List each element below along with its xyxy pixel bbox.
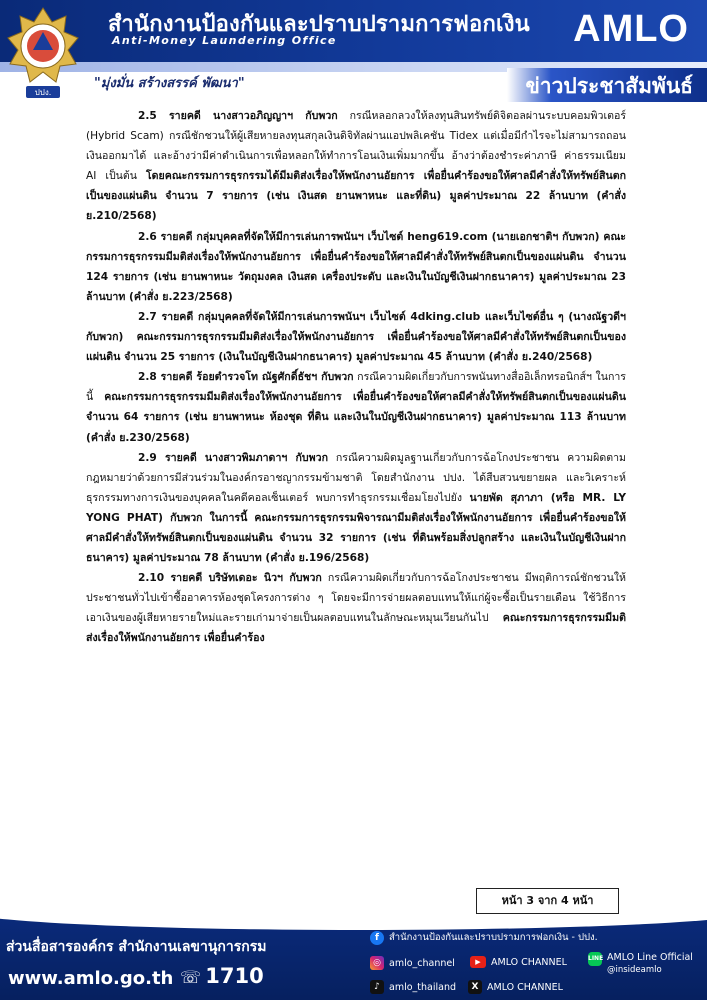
slogan: "มุ่งมั่น สร้างสรรค์ พัฒนา" xyxy=(94,76,245,91)
paragraph xyxy=(86,568,626,648)
footer-curve xyxy=(0,918,707,930)
paragraph xyxy=(86,367,626,447)
paragraph xyxy=(86,307,626,367)
youtube-icon: ▶ xyxy=(470,956,486,968)
instagram-label: amlo_channel xyxy=(389,957,455,969)
line-link[interactable] xyxy=(588,952,693,976)
bold-text: คณะกรรมการธุรกรรมมีมติส่งเรื่องให้พนักงานอัยการ เพื่อยื่นคำร้องขอให้ศาลมีคำสั่งให้ทรัพย์สินตกเป็นของแผ่นดิน จำนวน 64 รายการ (เช่น ยานพาหนะ ห้องชุด ที่ดิน และเงินในบัญชีเงินฝากธนาคาร) มูลค่าประมาณ 113 ล้านบาท (คำสั่ง ย.230/2568) xyxy=(86,391,626,444)
tiktok-link[interactable] xyxy=(370,980,456,994)
tiktok-label: amlo_thailand xyxy=(389,981,456,993)
x-link[interactable] xyxy=(468,980,563,994)
bold-text: 2.7 รายคดี กลุ่มบุคคลที่จัดให้มีการเล่นการพนันฯ เว็บไซต์ 4dking.club และเว็บไซต์อื่น ๆ (นางณัฐวดีฯ กับพวก) คณะกรรมการธุรกรรมมีมติส่งเรื่องให้พนักงานอัยการ เพื่อยื่นคำร้องขอให้ศาลมีคำสั่งให้ทรัพย์สินตกเป็นของแผ่นดิน จำนวน 25 รายการ (เงินในบัญชีเงินฝากธนาคาร) มูลค่าประมาณ 45 ล้านบาท (คำสั่ง ย.240/2568) xyxy=(86,310,626,364)
page-header xyxy=(0,0,707,108)
x-icon: X xyxy=(468,980,482,994)
bold-text: นายพัด สุภาภา (หรือ MR. LY YONG PHAT) กับพวก ในการนี้ คณะกรรมการธุรกรรมพิจารณามีมติส่งเรื่องให้พนักงานอัยการ เพื่อยื่นคำร้องขอให้ศาลมีคำสั่งให้ทรัพย์สินตกเป็นของแผ่นดิน จำนวน 32 รายการ (เช่น ที่ดินพร้อมสิ่งปลูกสร้าง และเงินในบัญชีเงินฝากธนาคาร) มูลค่าประมาณ 78 ล้านบาท (คำสั่ง ย.196/2568) xyxy=(86,491,626,565)
facebook-link[interactable] xyxy=(370,930,598,945)
instagram-link[interactable] xyxy=(370,956,455,970)
line-label: AMLO Line Official xyxy=(607,952,693,963)
instagram-icon: ◎ xyxy=(370,956,384,970)
bold-text: 2.8 รายคดี ร้อยตำรวจโท ณัฐศักดิ์ธัชฯ กับพวก xyxy=(138,371,354,384)
agency-title-english: Anti-Money Laundering Office xyxy=(112,34,337,47)
youtube-label: AMLO CHANNEL xyxy=(491,956,567,968)
footer-hotline xyxy=(180,964,264,988)
body-text: กรณีความผิดเกี่ยวกับการฉ้อโกงประชาชน มีพฤติการณ์ชักชวนให้ประชาชนทั่วไปเข้าซื้ออาคารห้องชุดโครงการต่าง ๆ โดยจะมีการจ่ายผลตอบแทนให้แก่ผู้จะซื้อเป็นรายเดือน ใช้วิธีการเอาเงินของผู้เสียหายรายใหม่และรายเก่ามาจ่ายเป็นผลตอบแทนในลักษณะหมุนเวียนกันไป xyxy=(86,572,626,625)
x-label: AMLO CHANNEL xyxy=(487,981,563,993)
bold-text: 2.10 รายคดี บริษัทเดอะ นิวฯ กับพวก xyxy=(138,572,322,585)
paragraph xyxy=(86,227,626,307)
hotline-number: 1710 xyxy=(205,964,264,988)
line-text xyxy=(607,952,693,976)
paragraph xyxy=(86,106,626,227)
document-body xyxy=(86,106,626,649)
news-banner xyxy=(507,68,707,102)
line-id: @insideamlo xyxy=(607,965,662,975)
paragraph xyxy=(86,448,626,569)
bold-text: โดยคณะกรรมการธุรกรรมได้มีมติส่งเรื่องให้พนักงานอัยการ เพื่อยื่นคำร้องขอให้ศาลมีคำสั่งให้ทรัพย์สินตกเป็นของแผ่นดิน จำนวน 7 รายการ (เช่น เงินสด ยานพาหนะ และที่ดิน) มูลค่าประมาณ 22 ล้านบาท (คำสั่ง ย.210/2568) xyxy=(86,170,626,223)
tiktok-icon: ♪ xyxy=(370,980,384,994)
phone-icon: ☏ xyxy=(180,968,202,988)
bold-text: (นายเอกชาติฯ กับพวก) คณะกรรมการธุรกรรมมีมติส่งเรื่องให้พนักงานอัยการ เพื่อยื่นคำร้องขอให้ศาลมีคำสั่งให้ทรัพย์สินตกเป็นของแผ่นดิน จำนวน 124 รายการ (เช่น ยานพาหนะ วัตถุมงคล เงินสด เครื่องประดับ และเงินในบัญชีเงินฝากธนาคาร) มูลค่าประมาณ 23 ล้านบาท (คำสั่ง ย.223/2568) xyxy=(86,230,626,303)
amlo-emblem-icon xyxy=(6,6,80,102)
agency-title-thai: สำนักงานป้องกันและปราบปรามการฟอกเงิน xyxy=(108,12,530,37)
line-icon: LINE xyxy=(588,952,602,966)
bold-text: 2.9 รายคดี นางสาวพิมภาดาฯ กับพวก xyxy=(138,451,329,464)
body-text: กรณีความผิดมูลฐานเกี่ยวกับการฉ้อโกงประชาชน ความผิดตามกฎหมายว่าด้วยการมีส่วนร่วมในองค์กรอาชญากรรมข้ามชาติ โดยสำนักงาน ปปง. ได้สืบสวนขยายผล และวิเคราะห์ธุรกรรมทางการเงินของบุคคลในคดีคอลเซ็นเตอร์ พบการทำธุรกรรมเชื่อมโยงไปยัง xyxy=(86,451,627,504)
emblem-label: ปปง. xyxy=(34,88,52,97)
page-footer xyxy=(0,918,707,1000)
page-indicator: หน้า 3 จาก 4 หน้า xyxy=(476,888,619,914)
news-banner-label: ข่าวประชาสัมพันธ์ xyxy=(525,74,693,98)
facebook-label: สำนักงานป้องกันและปราบปรามการฟอกเงิน - ปปง. xyxy=(389,932,598,943)
footer-agency: ส่วนสื่อสารองค์กร สำนักงานเลขานุการกรม xyxy=(6,939,267,955)
bold-text: คณะกรรมการธุรกรรมมีมติส่งเรื่องให้พนักงานอัยการ เพื่อยื่นคำร้อง xyxy=(86,612,626,645)
bold-text: 2.6 รายคดี กลุ่มบุคคลที่จัดให้มีการเล่นการพนันฯ เว็บไซต์ heng619.com xyxy=(138,230,488,243)
bold-text: 2.5 รายคดี นางสาวอภิญญาฯ กับพวก xyxy=(138,110,338,122)
body-text: กรณีความผิดเกี่ยวกับการพนันทางสื่ออิเล็กทรอนิกส์ฯ ในการนี้ xyxy=(86,371,626,404)
facebook-icon: f xyxy=(370,931,384,945)
amlo-brand: AMLO xyxy=(573,8,689,50)
youtube-link[interactable] xyxy=(470,956,567,968)
footer-website-link[interactable]: www.amlo.go.th xyxy=(8,968,174,989)
body-text: กรณีหลอกลวงให้ลงทุนสินทรัพย์ดิจิตอลผ่านระบบคอมพิวเตอร์ (Hybrid Scam) กรณีชักชวนให้ผู้เสียหายลงทุนสกุลเงินดิจิทัลผ่านแอปพลิเคชัน Tidex แต่เมื่อมีกำไรจะไม่สามารถถอนเงินออกมาได้ และอ้างว่ามีค่าดำเนินการเพื่อหลอกให้ทำการโอนเงินเพิ่มมากขึ้น อ้างว่าต้องชำระค่าภาษี ค่าธรรมเนียม AI เป็นต้น xyxy=(86,110,627,183)
